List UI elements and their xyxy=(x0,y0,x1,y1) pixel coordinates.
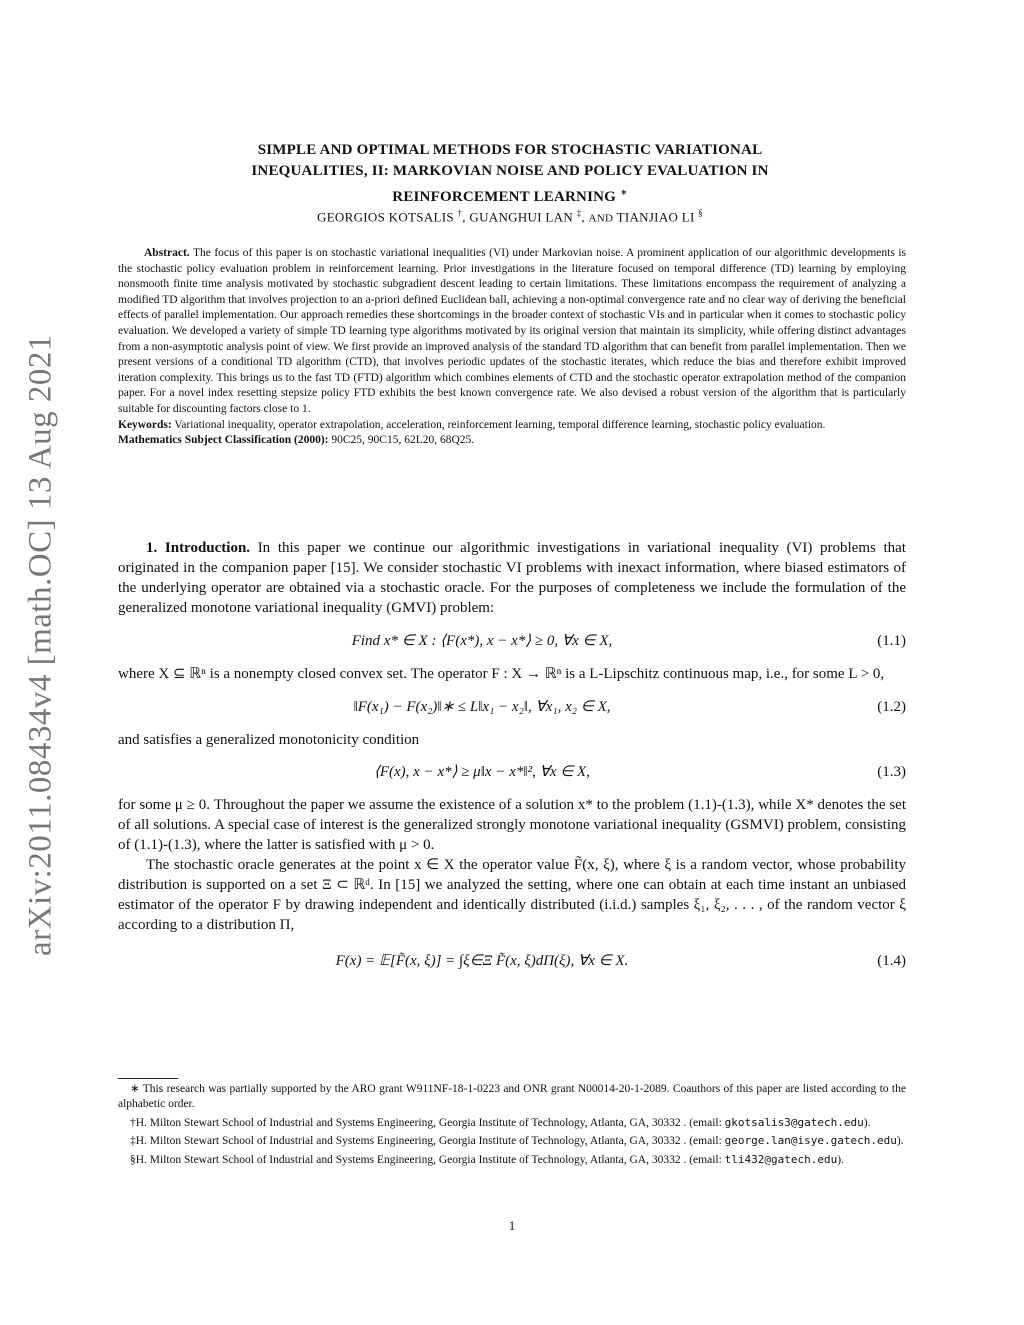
title-line-1: SIMPLE AND OPTIMAL METHODS FOR STOCHASTIC VARIATIONAL xyxy=(257,142,763,158)
author-2: GUANGHUI LAN xyxy=(469,209,574,225)
equation-number: (1.4) xyxy=(877,952,906,969)
author-list: GEORGIOS KOTSALIS †, GUANGHUI LAN ‡, AND TIANJIAO LI § xyxy=(317,208,703,225)
equation-1-3: ⟨F(x), x − x*⟩ ≥ μ‖x − x*‖², ∀x ∈ X, (1.3) xyxy=(118,750,906,796)
author-3: TIANJIAO LI xyxy=(616,209,695,225)
abstract-label: Abstract. xyxy=(144,247,190,259)
email-link[interactable]: gkotsalis3@gatech.edu xyxy=(724,1115,864,1129)
section-heading: 1. Introduction. xyxy=(146,540,251,556)
equation-number: (1.2) xyxy=(877,698,906,715)
intro-paragraph-3: and satisfies a generalized monotonicity condition xyxy=(118,731,420,748)
intro-paragraph-1: In this paper we continue our algorithmic investigations in variational inequality (VI) problems that originated in the companion paper [15]. We consider stochastic VI problems with inexact information, where biased estimators of the underlying operator are obtained via a stochastic oracle. For the purposes of completeness we include the formulation of the generalized monotone variational inequality (GMVI) problem: xyxy=(118,540,906,616)
email-link[interactable]: george.lan@isye.gatech.edu xyxy=(724,1134,897,1148)
footnote-author-3: §H. Milton Stewart School of Industrial and Systems Engineering, Georgia Institute of Technology, Atlanta, GA, 30332 . (email: tli432@gatech.edu). xyxy=(130,1152,844,1166)
footnote-rule xyxy=(118,1078,178,1079)
email-link[interactable]: tli432@gatech.edu xyxy=(724,1152,838,1166)
author-1: GEORGIOS KOTSALIS xyxy=(317,209,454,225)
msc-text: 90C25, 90C15, 62L20, 68Q25. xyxy=(331,434,475,447)
page-number: 1 xyxy=(508,1218,516,1233)
equation-number: (1.1) xyxy=(877,632,906,649)
paper-title xyxy=(130,140,890,208)
abstract-text: The focus of this paper is on stochastic variational inequalities (VI) under Markovian noise. A prominent application of our algorithmic developments is the stochastic policy evaluation problem in reinforcement learning. Prior investigations in the literature focused on temporal difference (TD) learning by employing nonsmooth finite time analysis motivated by stochastic subgradient descent leading to certain limitations. These limitations encompass the requirement of analyzing a modified TD algorithm that involves projection to an a-priori defined Euclidean ball, achieving a non-optimal convergence rate and no clear way of deriving the beneficial effects of parallel implementation. Our approach remedies these shortcomings in the broader context of stochastic VIs and in particular when it comes to stochastic policy evaluation. We developed a variety of simple TD learning type algorithms motivated by its original version that maintain its simplicity, while offering distinct advantages from a non-asymptotic analysis point of view. We first provide an improved analysis of the standard TD algorithm that can benefit from parallel implementation. Then we present versions of a conditional TD algorithm (CTD), that involves periodic updates of the stochastic iterates, which reduce the bias and therefore exhibit improved iteration complexity. This brings us to the fast TD (FTD) algorithm which combines elements of CTD and the stochastic operator extrapolation method of the companion paper. For a novel index resetting stepsize policy FTD exhibits the best known convergence rate. We also devised a robust version of the algorithm that is particularly suitable for discounting factors close to 1. xyxy=(118,247,906,415)
footnote-author-1: †H. Milton Stewart School of Industrial and Systems Engineering, Georgia Institute of Technology, Atlanta, GA, 30332 . (email: gkotsalis3@gatech.edu). xyxy=(130,1115,871,1129)
equation-1-1: Find x* ∈ X : ⟨F(x*), x − x*⟩ ≥ 0, ∀x ∈ X, (1.1) xyxy=(118,619,906,665)
equation-number: (1.3) xyxy=(877,764,906,781)
footnotes xyxy=(118,1082,906,1170)
title-line-3: REINFORCEMENT LEARNING ∗ xyxy=(392,187,628,205)
intro-paragraph-5: The stochastic oracle generates at the point x ∈ X the operator value F̃(x, ξ), where ξ is a random vector, whose probability distribution is supported on a set Ξ ⊂ ℝᵈ. In [15] we analyzed the setting, where one can obtain at each time instant an unbiased estimator of the operator F by drawing independent and identically distributed (i.i.d.) samples ξ₁, ξ₂, . . . , of the random vector ξ according to a distribution Π, xyxy=(118,857,906,933)
footnote-author-2: ‡H. Milton Stewart School of Industrial and Systems Engineering, Georgia Institute of Technology, Atlanta, GA, 30332 . (email: george.lan@isye.gatech.edu). xyxy=(130,1134,904,1148)
footnote-funding: ∗ This research was partially supported by the ARO grant W911NF-18-1-0223 and ONR grant N00014-20-1-2089. Coauthors of this paper are listed according to the alphabetic order. xyxy=(118,1083,906,1111)
msc-label: Mathematics Subject Classification (2000): xyxy=(118,434,329,447)
keywords-text: Variational inequality, operator extrapolation, acceleration, reinforcement learning, temporal difference learning, stochastic policy evaluation. xyxy=(174,418,826,431)
arxiv-identifier: arXiv:2011.08434v4 [math.OC] 13 Aug 2021 xyxy=(22,334,59,956)
abstract xyxy=(118,246,906,449)
equation-1-2: ‖F(x₁) − F(x₂)‖∗ ≤ L‖x₁ − x₂‖, ∀x₁, x₂ ∈ X, (1.2) xyxy=(118,685,906,731)
keywords-label: Keywords: xyxy=(118,418,172,431)
intro-paragraph-2: where X ⊆ ℝⁿ is a nonempty closed convex set. The operator F : X → ℝⁿ is a L-Lipschitz continuous map, i.e., for some L > 0, xyxy=(118,665,885,682)
title-footnote-mark: ∗ xyxy=(619,187,628,197)
equation-1-4: F(x) = 𝔼[F̃(x, ξ)] = ∫ξ∈Ξ F̃(x, ξ)dΠ(ξ), ∀x ∈ X. (1.4) xyxy=(118,936,906,988)
title-line-2: INEQUALITIES, II: MARKOVIAN NOISE AND POLICY EVALUATION IN xyxy=(251,163,769,179)
introduction-section xyxy=(118,539,906,988)
intro-paragraph-4: for some μ ≥ 0. Throughout the paper we assume the existence of a solution x* to the problem (1.1)-(1.3), while X* denotes the set of all solutions. A special case of interest is the generalized strongly monotone variational inequality (GSMVI) problem, consisting of (1.1)-(1.3), where the latter is satisfied with μ > 0. xyxy=(118,797,906,854)
